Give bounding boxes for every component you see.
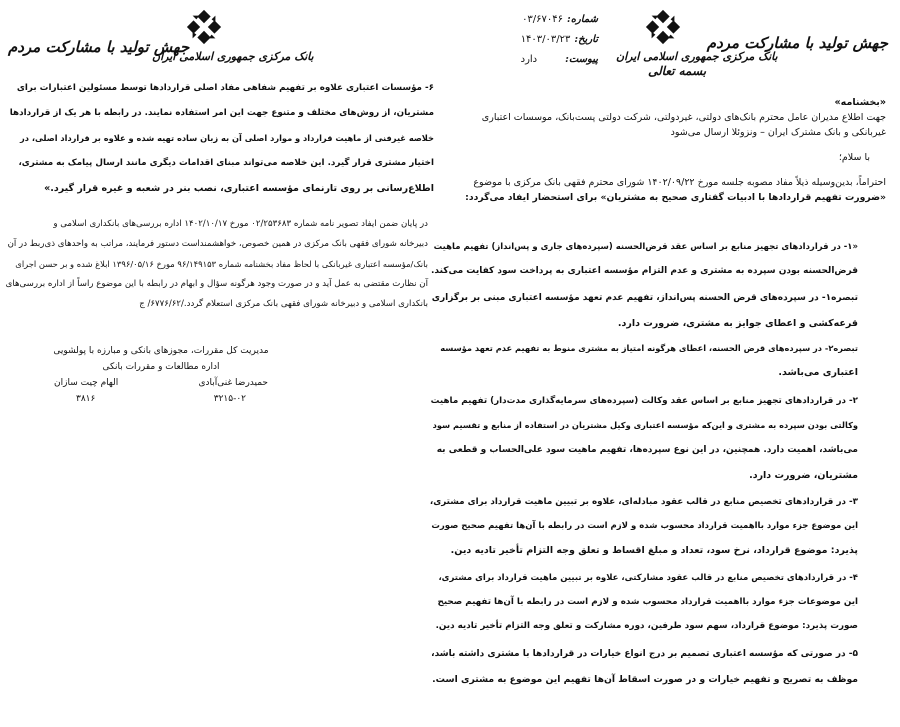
circular-title: «بخشنامه»	[834, 97, 886, 108]
signature-ext-row	[36, 394, 286, 404]
signer-2-ext: ۳۸۱۶	[76, 394, 96, 404]
circular-page-2	[0, 0, 448, 727]
clause-3-line-1: ۳- در قراردادهای تخصیص منابع در قالب عقود مبادله‌ای، علاوه بر تبیین ماهیت قرارداد برای مشتری،	[429, 497, 858, 507]
letter-number-value: ۰۳/۶۷۰۴۶	[522, 14, 564, 25]
closing-line-1: در پایان ضمن ایفاد تصویر نامه شماره ۰۲/۲۵۳۶۸۳ مورخ ۱۴۰۲/۱۰/۱۷ اداره بررسی‌های بانکداری اسلامی و	[53, 219, 428, 229]
clause-3-line-3: پذیرد: موضوع قرارداد، نرخ سود، تعداد و مبلغ اقساط و تعلق وجه التزام تأخیر تادیه دین.	[450, 545, 858, 556]
clause-4-line-2: این موضوعات جزء موارد بااهمیت قرارداد محسوب شده و لازم است در رابطه با آن‌ها تفهیم صحیح	[437, 597, 858, 607]
intro-line-1: احتراماً، بدین‌وسیله ذیلاً مفاد مصوبه جلسه مورخ ۱۴۰۲/۰۹/۲۲ شورای محترم فقهی بانک مرکزی با موضوع	[473, 177, 886, 188]
central-bank-name: بانک مرکزی جمهوری اسلامی ایران	[616, 50, 778, 63]
clause-6-line-3: خلاصه غیرفنی از ماهیت قرارداد و موارد اصلی آن به زبان ساده تهیه شده و علاوه بر قرارداد اصلی، در	[20, 133, 434, 143]
clause-6-line-5: اطلاع‌رسانی بر روی تارنمای مؤسسه اعتباری، نصب بنر در شعبه و غیره قرار گیرد.»	[44, 183, 434, 194]
intro-line-2: «ضرورت تفهیم قراردادها با ادبیات گفتاری صحیح به مشتریان» برای استحضار ایفاد می‌گردد:	[465, 192, 886, 203]
clause-5-line-1: ۵- در صورتی که مؤسسه اعتباری تصمیم بر درج انواع خیارات در قراردادها با مشتری داشته باشد،	[431, 649, 858, 659]
signer-2-name: الهام چیت سازان	[54, 378, 119, 388]
address-line-2: غیربانکی و بانک مشترک ایران – ونزوئلا ارسال می‌شود	[670, 127, 886, 138]
signature-names-row	[36, 378, 286, 388]
letter-date-row	[458, 34, 598, 45]
letter-date-value: ۱۴۰۳/۰۳/۲۳	[520, 34, 571, 45]
letter-number-label: شماره:	[567, 14, 598, 25]
greeting: با سلام؛	[838, 152, 870, 163]
closing-line-5: بانکداری اسلامی و دبیرخانه شورای فقهی بانک مرکزی استعلام گردد./۶۷۷۶/۶۲/ ج	[139, 299, 428, 309]
note-2-line-1: تبصره۲- در سپرده‌های قرض الحسنه، اعطای هرگونه امتیاز به مشتری منوط به تفهیم عدم تعهد مؤسسه	[440, 343, 858, 353]
signature-block	[36, 346, 286, 404]
production-slogan-p2: جهش تولید با مشارکت مردم	[8, 38, 190, 56]
letter-meta	[458, 14, 598, 65]
letter-number-row	[458, 14, 598, 25]
central-bank-logo-icon-p2	[185, 8, 223, 46]
clause-4-line-3: صورت پذیرد: موضوع قرارداد، سهم سود طرفین، دوره مشارکت و تعلق وجه التزام تأخیر تادیه دین.	[435, 621, 858, 631]
signer-1-name: حمیدرضا غنی‌آبادی	[198, 378, 268, 388]
circular-page-1	[429, 0, 900, 727]
letter-attachment-value: دارد	[520, 54, 538, 65]
signer-1-ext: ۳۲۱۵-۰۲	[213, 394, 246, 404]
clause-6-line-2: مشتریان، از روش‌های مختلف و متنوع جهت این امر استفاده نمایند. در رابطه با هر یک از قراردادها	[9, 108, 434, 118]
clause-3-line-2: این موضوع جزء موارد بااهمیت قرارداد محسوب شده و لازم است در رابطه با آن‌ها تفهیم صحیح صورت	[431, 521, 858, 531]
clause-5-line-2: موظف به تصریح و تفهیم خیارات و در صورت اسقاط آن‌ها تفهیم این موضوع به مشتری است.	[432, 674, 858, 685]
letter-attachment-label: پیوست:	[565, 54, 598, 65]
central-bank-logo-icon	[644, 8, 682, 46]
clause-4-line-1: ۴- در قراردادهای تخصیص منابع در قالب عقود مشارکتی، علاوه بر تبیین ماهیت قرارداد برای مشتری،	[438, 573, 858, 583]
letter-attachment-row	[458, 54, 598, 65]
clause-2-line-1: ۲- در قراردادهای تجهیز منابع بر اساس عقد وکالت (سپرده‌های سرمایه‌گذاری مدت‌دار) تفهیم ماهیت	[430, 396, 858, 406]
address-line-1: جهت اطلاع مدیران عامل محترم بانک‌های دولتی، غیردولتی، شرکت دولتی پست‌بانک، موسسات اعتباری	[481, 112, 886, 123]
clause-6-line-1: ۶- مؤسسات اعتباری علاوه بر تفهیم شفاهی مفاد اصلی قراردادها توسط مسئولین اعتبارات برای	[16, 83, 434, 93]
central-bank-name-p2: بانک مرکزی جمهوری اسلامی ایران	[152, 50, 314, 63]
clause-6-line-4: اختیار مشتری قرار گیرد. این خلاصه می‌تواند مبنای اقدامات دیگری مانند ارسال پیامک به مشتری،	[18, 158, 434, 168]
basmala-signature-mark: بسمه تعالی	[648, 64, 707, 78]
closing-line-3: بانک/مؤسسه اعتباری غیربانکی با لحاظ مفاد بخشنامه شماره ۹۶/۱۴۹۱۵۳ مورخ ۱۳۹۶/۰۵/۱۶ ابلاغ شده و بر حسن اجرای	[15, 259, 428, 269]
note-2-line-2: اعتباری می‌باشد.	[778, 367, 858, 378]
signature-department-2: اداره مطالعات و مقررات بانکی	[102, 362, 220, 372]
closing-line-4: آن نظارت مقتضی به عمل آید و در صورت وجود هرگونه سؤال و ابهام در رابطه با این موضوع راساً از اداره بررسی‌های	[5, 279, 428, 289]
clause-2-line-3: می‌باشد، اهمیت دارد. همچنین، در این نوع سپرده‌ها، تفهیم ماهیت سود علی‌الحساب و قطعی به	[436, 445, 858, 455]
clause-1-line-1: «۱- در قراردادهای تجهیز منابع بر اساس عقد قرض‌الحسنه (سپرده‌های جاری و پس‌انداز) تفهیم ماهیت	[433, 242, 858, 252]
signature-department-1: مدیریت کل مقررات، مجوزهای بانکی و مبارزه با پولشویی	[53, 346, 269, 356]
clause-2-line-2: وکالتی بودن سپرده به مشتری و این‌که مؤسسه اعتباری وکیل مشتریان در استفاده از منابع و تقسیم سود	[432, 420, 858, 430]
clause-2-line-4: مشتریان، ضرورت دارد.	[749, 470, 858, 481]
closing-line-2: دبیرخانه شورای فقهی بانک مرکزی در همین خصوص، خواهشمنداست دستور فرمایند، مراتب به واحدهای ذی‌ربط در آن	[7, 239, 428, 249]
note-1-line-1: تبصره۱- در سپرده‌های قرض الحسنه پس‌انداز، تفهیم عدم تعهد مؤسسه اعتباری مبنی بر برگزاری	[431, 293, 858, 303]
note-1-line-2: قرعه‌کشی و اعطای جوایز به مشتری، ضرورت دارد.	[617, 318, 858, 329]
production-slogan: جهش تولید با مشارکت مردم	[706, 34, 888, 52]
clause-1-line-2: قرض‌الحسنه بودن سپرده به مشتری و عدم التزام مؤسسه اعتباری به پرداخت سود کفایت می‌کند.	[430, 266, 858, 276]
letter-date-label: تاریخ:	[574, 34, 598, 45]
